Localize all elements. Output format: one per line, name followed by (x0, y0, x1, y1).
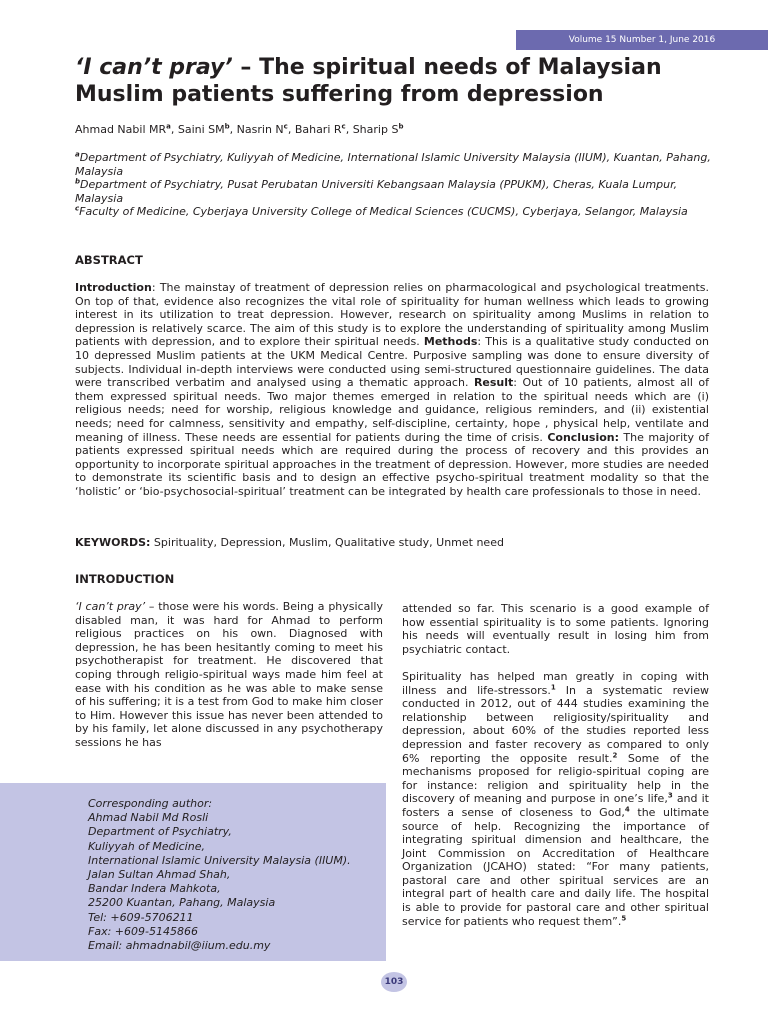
page-number: 103 (381, 972, 407, 992)
correspondence-line: Jalan Sultan Ahmad Shah, (88, 868, 231, 882)
keywords-label: KEYWORDS: (75, 536, 151, 549)
title-rest: – The spiritual needs of Malaysian Muslim patients suffering from depression (75, 55, 662, 107)
affiliations (75, 151, 715, 219)
author-list (75, 123, 715, 137)
correspondence-name: Ahmad Nabil Md Rosli (88, 811, 209, 825)
intro-paragraph: ‘I can’t pray’ – those were his words. Being a physically disabled man, it was hard for Ahmad to perform religious practices on his own. Diagnosed with depression, he has been hesitantly coming to meet his psychotherapist for treatment. He discovered that coping through religio-spiritual ways made him feel at ease with his condition as he was able to make sense of his suffering; it is a test from God to make him closer to Him. However this issue has never been attended to by his family, let alone discussed in any psychotherapy sessions he has (75, 600, 383, 749)
abstract-body: Introduction: The mainstay of treatment of depression relies on pharmacological and psychological treatments. On top of that, evidence also recognizes the vital role of spirituality for human wellness which leads to growing interest in its utilization to treat depression. However, research on spirituality among Muslims in relation to depression is relatively scarce. The aim of this study is to explore the understanding of spirituality among Muslim patients with depression, and to explore their spiritual needs. Methods: This is a qualitative study conducted on 10 depressed Muslim patients at the UKM Medical Centre. Purposive sampling was done to ensure diversity of subjects. Individual in-depth interviews were conducted using semi-structured questionnaire guidelines. The data were transcribed verbatim and analysed using a thematic approach. Result: Out of 10 patients, almost all of them expressed spiritual needs. Two major themes emerged in relation to the spiritual needs which are (i) religious needs; need for worship, religious knowledge and guidance, religious reminders, and (ii) existential needs; need for calmness, sensitivity and empathy, self-discipline, certainty, hope , physical help, ventilate and meaning of illness. These needs are essential for patients during the time of crisis. Conclusion: The majority of patients expressed spiritual needs which are required during the process of recovery and this provides an opportunity to incorporate spiritual approaches in the treatment of depression. However, more studies are needed to demonstrate its scientific basis and to design an effective psycho-spiritual treatment modality so that the ‘holistic’ or ‘bio-psychosocial-spiritual’ treatment can be integrated by health care professionals to those in need. (75, 281, 710, 498)
keywords-text: Spirituality, Depression, Muslim, Qualitative study, Unmet need (150, 536, 504, 549)
author: Sharip $S^b$ (352, 122, 404, 136)
affiliation-c: $^c$Faculty of Medicine, Cyberjaya University College of Medical Sciences (CUCMS), Cyberjaya, Selangor, Malaysia (75, 204, 688, 219)
intro-paragraph: attended so far. This scenario is a good example of how essential spirituality is to some patients. Ignoring his needs will eventually result in losing him from psychiatric contact. (402, 602, 709, 656)
correspondence-line: Kuliyyah of Medicine, (88, 839, 205, 853)
author: Saini $SM^b$, (177, 122, 237, 136)
correspondence-phone: Tel: +609-5706211 (88, 910, 194, 924)
affiliation-a: $^a$Department of Psychiatry, Kuliyyah of Medicine, International Islamic University Malaysia (IIUM), Kuantan, Pahang, Malaysia (75, 150, 711, 178)
author: Ahmad Nabil $MR^a$, (75, 122, 178, 136)
correspondence-fax: Fax: +609-5145866 (88, 924, 198, 938)
intro-left-column (75, 600, 383, 763)
abstract-heading: ABSTRACT (75, 253, 143, 267)
correspondence-line: 25200 Kuantan, Pahang, Malaysia (88, 896, 276, 910)
keywords (75, 536, 709, 550)
article-title (75, 54, 715, 108)
volume-banner: Volume 15 Number 1, June 2016 (516, 30, 768, 50)
author: Nasrin $N^c$, (236, 122, 295, 136)
correspondence-line: Department of Psychiatry, (88, 825, 232, 839)
correspondence-line: International Islamic University Malaysia (IIUM). (88, 853, 351, 867)
introduction-heading: INTRODUCTION (75, 572, 175, 586)
title-quote: ‘I can’t pray’ (75, 55, 233, 80)
correspondence-line: Bandar Indera Mahkota, (88, 882, 221, 896)
correspondence-details (88, 797, 384, 953)
affiliation-b: $^b$Department of Psychiatry, Pusat Perubatan Universiti Kebangsaan Malaysia (PPUKM), Cheras, Kuala Lumpur, Malaysia (75, 177, 678, 205)
author: Bahari $R^c$, (294, 122, 353, 136)
intro-right-column (402, 602, 709, 942)
intro-paragraph: Spirituality has helped man greatly in coping with illness and life-stressors.$^1$ In a systematic review conducted in 2012, out of 444 studies examining the relationship between religiosity/spirituality and depression, about 60% of the studies reported less depression and faster recovery as compared to only 6% reporting the opposite result.$^2$ Some of the mechanisms proposed for religio-spiritual coping are for instance: religion and spirituality help in the discovery of meaning and purpose in one’s life,$^3$ and it fosters a sense of closeness to God,$^4$ the ultimate source of help. Recognizing the importance of integrating spiritual dimension and healthcare, the Joint Commission on Accreditation of Healthcare Organization (JCAHO) stated: “For many patients, pastoral care and other spiritual services are an integral part of health care and daily life. The hospital is able to provide for pastoral care and other spiritual service for patients who request them”.$^5$ (402, 669, 709, 928)
correspondence-label: Corresponding author: (88, 797, 213, 810)
correspondence-email: Email: ahmadnabil@iium.edu.my (88, 939, 271, 953)
